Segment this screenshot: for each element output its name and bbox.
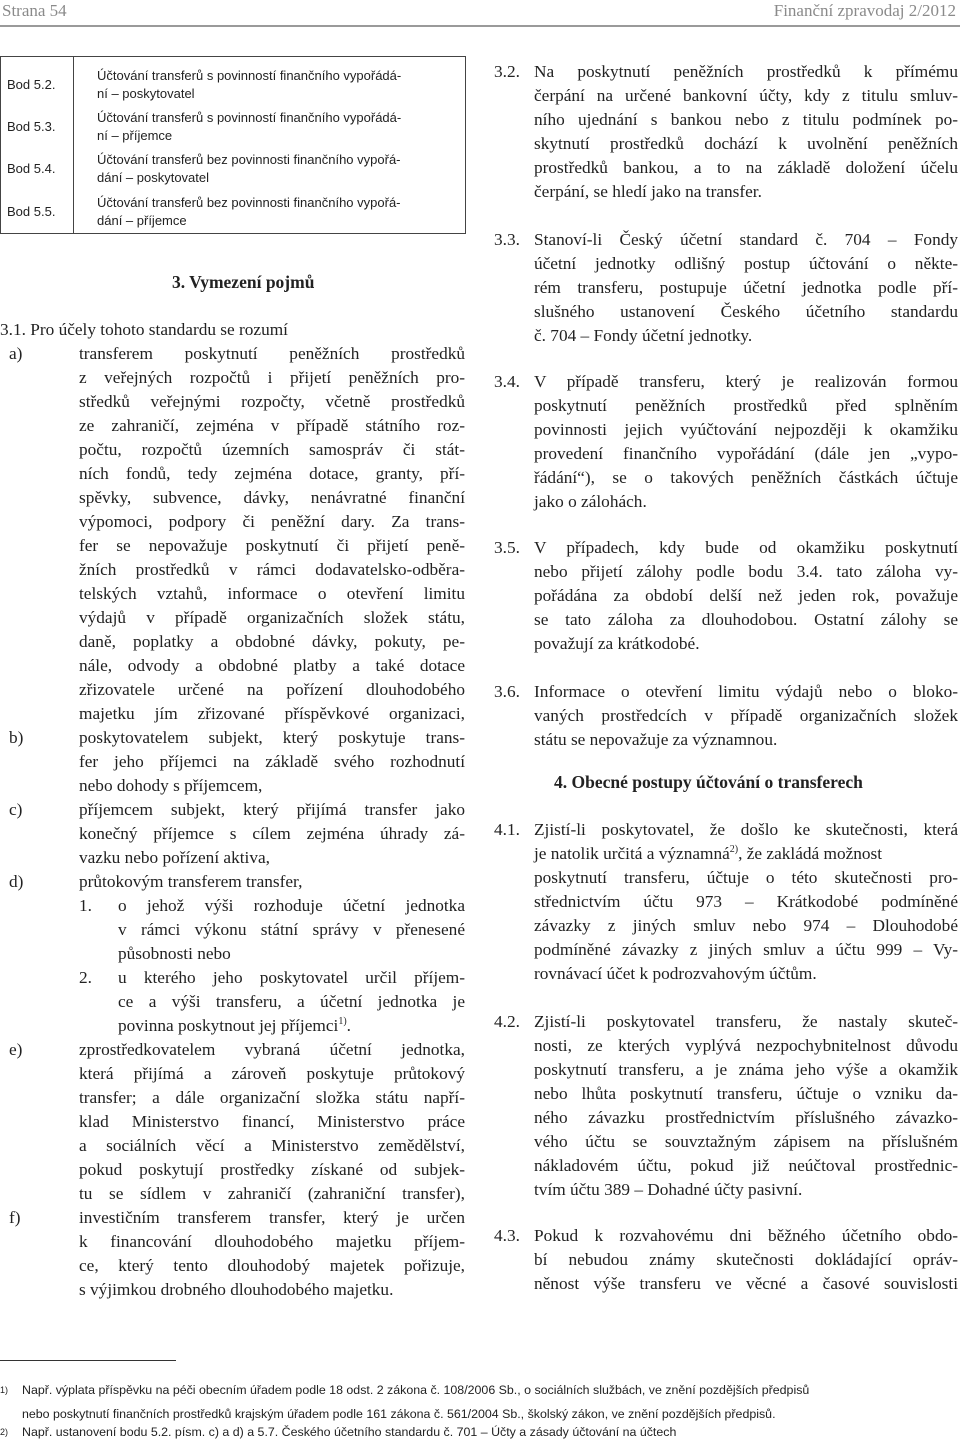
text-line: telských vztahů, informace o otevření limitu [79,584,465,603]
text-line: fer se nepovažuje poskytnutí či přijetí peně- [79,536,465,555]
text-line: vaných prostředcích v případě organizačních složek [534,706,958,725]
footnote-ref-2: 2) [729,844,739,856]
footnote-text: nebo poskytnutí finančních prostředků krajským úřadem podle 161 zákona č. 561/2004 Sb., školský zákon, ve znění pozdějších předpisů. [22,1407,776,1421]
toc-line: dání – příjemce [97,213,187,228]
text-line: považují za krátkodobé. [534,634,700,653]
text-line: vého účtu se souvztažným zápisem na příslušném [534,1132,958,1151]
footnote-text: Např. ustanovení bodu 5.2. písm. c) a d) a 5.7. Českého účetního standardu č. 701 – Účty a zásady účtování na účtech [22,1425,677,1439]
text-line: výdajů v případě organizačních složek státu, [79,608,465,627]
text-line: investičním transferem transfer, který je určen [79,1208,465,1227]
toc-num: Bod 5.4. [7,161,56,176]
footnote-mark: 2) [0,1427,9,1437]
text-line: poskytovatelem subjekt, který poskytuje trans- [79,728,465,747]
toc-num: Bod 5.2. [7,77,56,92]
text-line: nále, odvody a obdobné platby a také dotace [79,656,465,675]
text-line: z veřejných rozpočtů i přijetí peněžních pro- [79,368,465,387]
footnote-ref-1: 1) [338,1016,347,1028]
paragraph-num-3-3: 3.3. [494,230,520,249]
text-line: o jehož výši rozhoduje účetní jednotka [118,896,465,915]
subitem-label-1: 1. [79,896,92,915]
text-line: nebo dohody s příjemcem, [79,776,263,795]
item-label-f: f) [9,1208,21,1227]
text-line: nebo přijetí zálohy podle bodu 3.4. tato záloha vy- [534,562,958,581]
paragraph-num-3-2: 3.2. [494,62,520,81]
text-line: bí nebudou známy skutečnosti dokládající opráv- [534,1250,958,1269]
text-line: Na poskytnutí peněžních prostředků k přímému [534,62,958,81]
text-line: u kterého jeho poskytovatel určil příjem- [118,968,465,987]
text-line: pořádána za období delší než jeden rok, považuje [534,586,958,605]
header-rule [0,25,960,27]
text-line: jako o zálohách. [534,492,647,511]
text-line: řádání“), se o takových peněžních částkách účtuje [534,468,958,487]
paragraph-num-3-4: 3.4. [494,372,520,391]
text-line: č. 704 – Fondy účetní jednotky. [534,326,753,345]
text-line: poskytnutí transferu, a je známa jeho výše a okamžik [534,1060,958,1079]
text-line: střednictvím účtu 973 – Krátkodobé podmíněné [534,892,958,911]
text-line: Informace o otevření limitu výdajů nebo o bloko- [534,682,958,701]
toc-line: ní – poskytovatel [97,86,195,101]
toc-line: Účtování transferů bez povinnosti finančního vypořá- [97,195,401,210]
text-fragment: povinna poskytnout jej příjemci [118,1016,339,1035]
text-line: čerpání na určené bankovní účty, kdy z titulu smluv- [534,86,958,105]
footnote-mark: 1) [0,1385,9,1395]
toc-line: ní – příjemce [97,128,173,143]
text-line: provedení finančního vypořádání (dále jen „vypo- [534,444,958,463]
text-line: transfer; a dále organizační složka státu napří- [79,1088,465,1107]
text-line: daně, poplatky a obdobné dávky, pokuty, pe- [79,632,465,651]
subitem-label-2: 2. [79,968,92,987]
toc-num: Bod 5.3. [7,119,56,134]
item-label-b: b) [9,728,24,747]
text-line: ních fondů, tedy zejména dotace, granty, pří- [79,464,465,483]
text-line: fer jeho příjemci na základě svého rozhodnutí [79,752,465,771]
text-line: která přijímá a zároveň poskytuje průtokový [79,1064,465,1083]
text-line: rovnávací účet k podrozvahovým účtům. [534,964,817,983]
journal-title: Finanční zpravodaj 2/2012 [773,1,956,20]
footnote-text: Např. výplata příspěvku na péči obecním úřadem podle 18 odst. 2 zákona č. 108/2006 Sb., o sociálních službách, ve znění pozdějších předpisů [22,1383,810,1397]
text-line: povinnosti jejich vyúčtování nejpozději k okamžiku [534,420,958,439]
text-line: k financování dlouhodobého majetku příjem- [79,1232,465,1251]
text-line: zřizovatele určené na pořízení dlouhodobého [79,680,465,699]
text-line: nosti, ze kterých vyplývá nezpochybnitelnost důvodu [534,1036,958,1055]
text-line: poskytnutí peněžních prostředků před splněním [534,396,958,415]
text-line: majetku jím zřizované příspěvkové organizaci, [79,704,465,723]
toc-box [0,56,466,234]
text-line: nákladovém účtu, pokud již neúčtoval prostřednic- [534,1156,958,1175]
text-line: ce a výši transferu, a účetní jednotka je [118,992,465,1011]
text-line: V případě transferu, který je realizován formou [534,372,958,391]
paragraph-num-4-3: 4.3. [494,1226,520,1245]
text-line: s výjimkou drobného dlouhodobého majetku. [79,1280,394,1299]
text-line: Zjistí-li poskytovatel, že došlo ke skutečnosti, která [534,820,958,839]
paragraph-num-3-5: 3.5. [494,538,520,557]
text-line: žních prostředků v rámci dodavatelsko-odběra- [79,560,465,579]
text-line: poskytnutí transferu, účtuje o této skutečnosti pro- [534,868,958,887]
paragraph-3-1-intro: 3.1. Pro účely tohoto standardu se rozumí [0,320,288,339]
item-label-d: d) [9,872,24,891]
toc-line: Účtování transferů s povinností finančního vypořádá- [97,110,402,125]
toc-divider [73,57,74,233]
text-line [118,1014,351,1038]
toc-line: Účtování transferů s povinností finančního vypořádá- [97,68,402,83]
text-line: Pokud k rozvahovému dni běžného účetního obdo- [534,1226,958,1245]
text-line: Zjistí-li poskytovatel transferu, že nastaly skuteč- [534,1012,958,1031]
text-fragment: , že zakládá možnost [738,844,883,863]
toc-line: Účtování transferů bez povinnosti finančního vypořá- [97,152,401,167]
text-line: transferem poskytnutí peněžních prostředků [79,344,465,363]
text-line: závazky z jiných smluv nebo 974 – Dlouhodobé [534,916,958,935]
text-line: čerpání, se hledí jako na transfer. [534,182,762,201]
text-line: působnosti nebo [118,944,231,963]
text-line: nebo lhůta poskytnutí transferu, účtuje o vzniku da- [534,1084,958,1103]
text-line: ce, který tento dlouhodobý majetek pořizuje, [79,1256,465,1275]
text-line: Stanoví-li Český účetní standard č. 704 – Fondy [534,230,958,249]
text-line: se tato záloha za dlouhodobou. Ostatní zálohy se [534,610,958,629]
section-3-title: 3. Vymezení pojmů [172,272,315,292]
text-line: pokud poskytují prostředky získané od subjek- [79,1160,465,1179]
toc-line: dání – poskytovatel [97,170,210,185]
paragraph-num-3-6: 3.6. [494,682,520,701]
text-line: ného závazku prostřednictvím příslušného závazko- [534,1108,958,1127]
text-line: tu se sídlem v zahraničí (zahraniční transfer), [79,1184,465,1203]
item-label-c: c) [9,800,23,819]
text-line: zprostředkovatelem vybraná účetní jednotka, [79,1040,465,1059]
page-header [0,0,960,26]
text-line: prostředků bankou, a to na základě doložení účelu [534,158,958,177]
item-label-e: e) [9,1040,23,1059]
text-line: výpomoci, podpory či peněžní dary. Za trans- [79,512,465,531]
text-line: ního ujednání s bankou nebo z titulu podmínek po- [534,110,958,129]
text-line: účetní jednotky odlišný postup účtování o někte- [534,254,958,273]
paragraph-num-4-1: 4.1. [494,820,520,839]
text-line: ze zahraničí, zejména v případě státního roz- [79,416,465,435]
text-fragment: . [346,1016,351,1035]
text-line: slušného ustanovení Českého účetního standardu [534,302,958,321]
text-line: skytnutí prostředků dochází k uvolnění peněžních [534,134,958,153]
text-line: konečný příjemce s cílem zejména úhrady zá- [79,824,465,843]
text-line: rém transferu, postupuje účetní jednotka podle pří- [534,278,958,297]
text-line: spěvky, subvence, dávky, nenávratné finanční [79,488,465,507]
section-4-title: 4. Obecné postupy účtování o transferech [554,772,863,792]
text-line: něnost výše transferu ve věcné a časové souvislosti [534,1274,958,1293]
item-label-a: a) [9,344,23,363]
text-line [534,842,958,866]
text-line: příjemcem subjekt, který přijímá transfer jako [79,800,465,819]
paragraph-num-4-2: 4.2. [494,1012,520,1031]
text-line: průtokovým transferem transfer, [79,872,303,891]
text-line: středků veřejnými rozpočty, včetně prostředků [79,392,465,411]
toc-num: Bod 5.5. [7,204,56,219]
text-fragment: je natolik určitá a významná [534,844,730,863]
text-line: počtu, rozpočtů územních samospráv či stát- [79,440,465,459]
text-line: tvím účtu 389 – Dohadné účty pasivní. [534,1180,803,1199]
text-line: podmíněné závazky z jiných smluv a účtu 999 – Vy- [534,940,958,959]
page-number: Strana 54 [2,1,67,20]
text-line: v rámci výkonu státní správy v přenesené [118,920,465,939]
text-line: klad Ministerstvo financí, Ministerstvo práce [79,1112,465,1131]
text-line: a sociálních věcí a Ministerstvo zemědělství, [79,1136,465,1155]
text-line: V případech, kdy bude od okamžiku poskytnutí [534,538,958,557]
text-line: státu se nepovažuje za významnou. [534,730,778,749]
footnote-separator [0,1360,176,1361]
text-line: vazku nebo pořízení aktiva, [79,848,270,867]
